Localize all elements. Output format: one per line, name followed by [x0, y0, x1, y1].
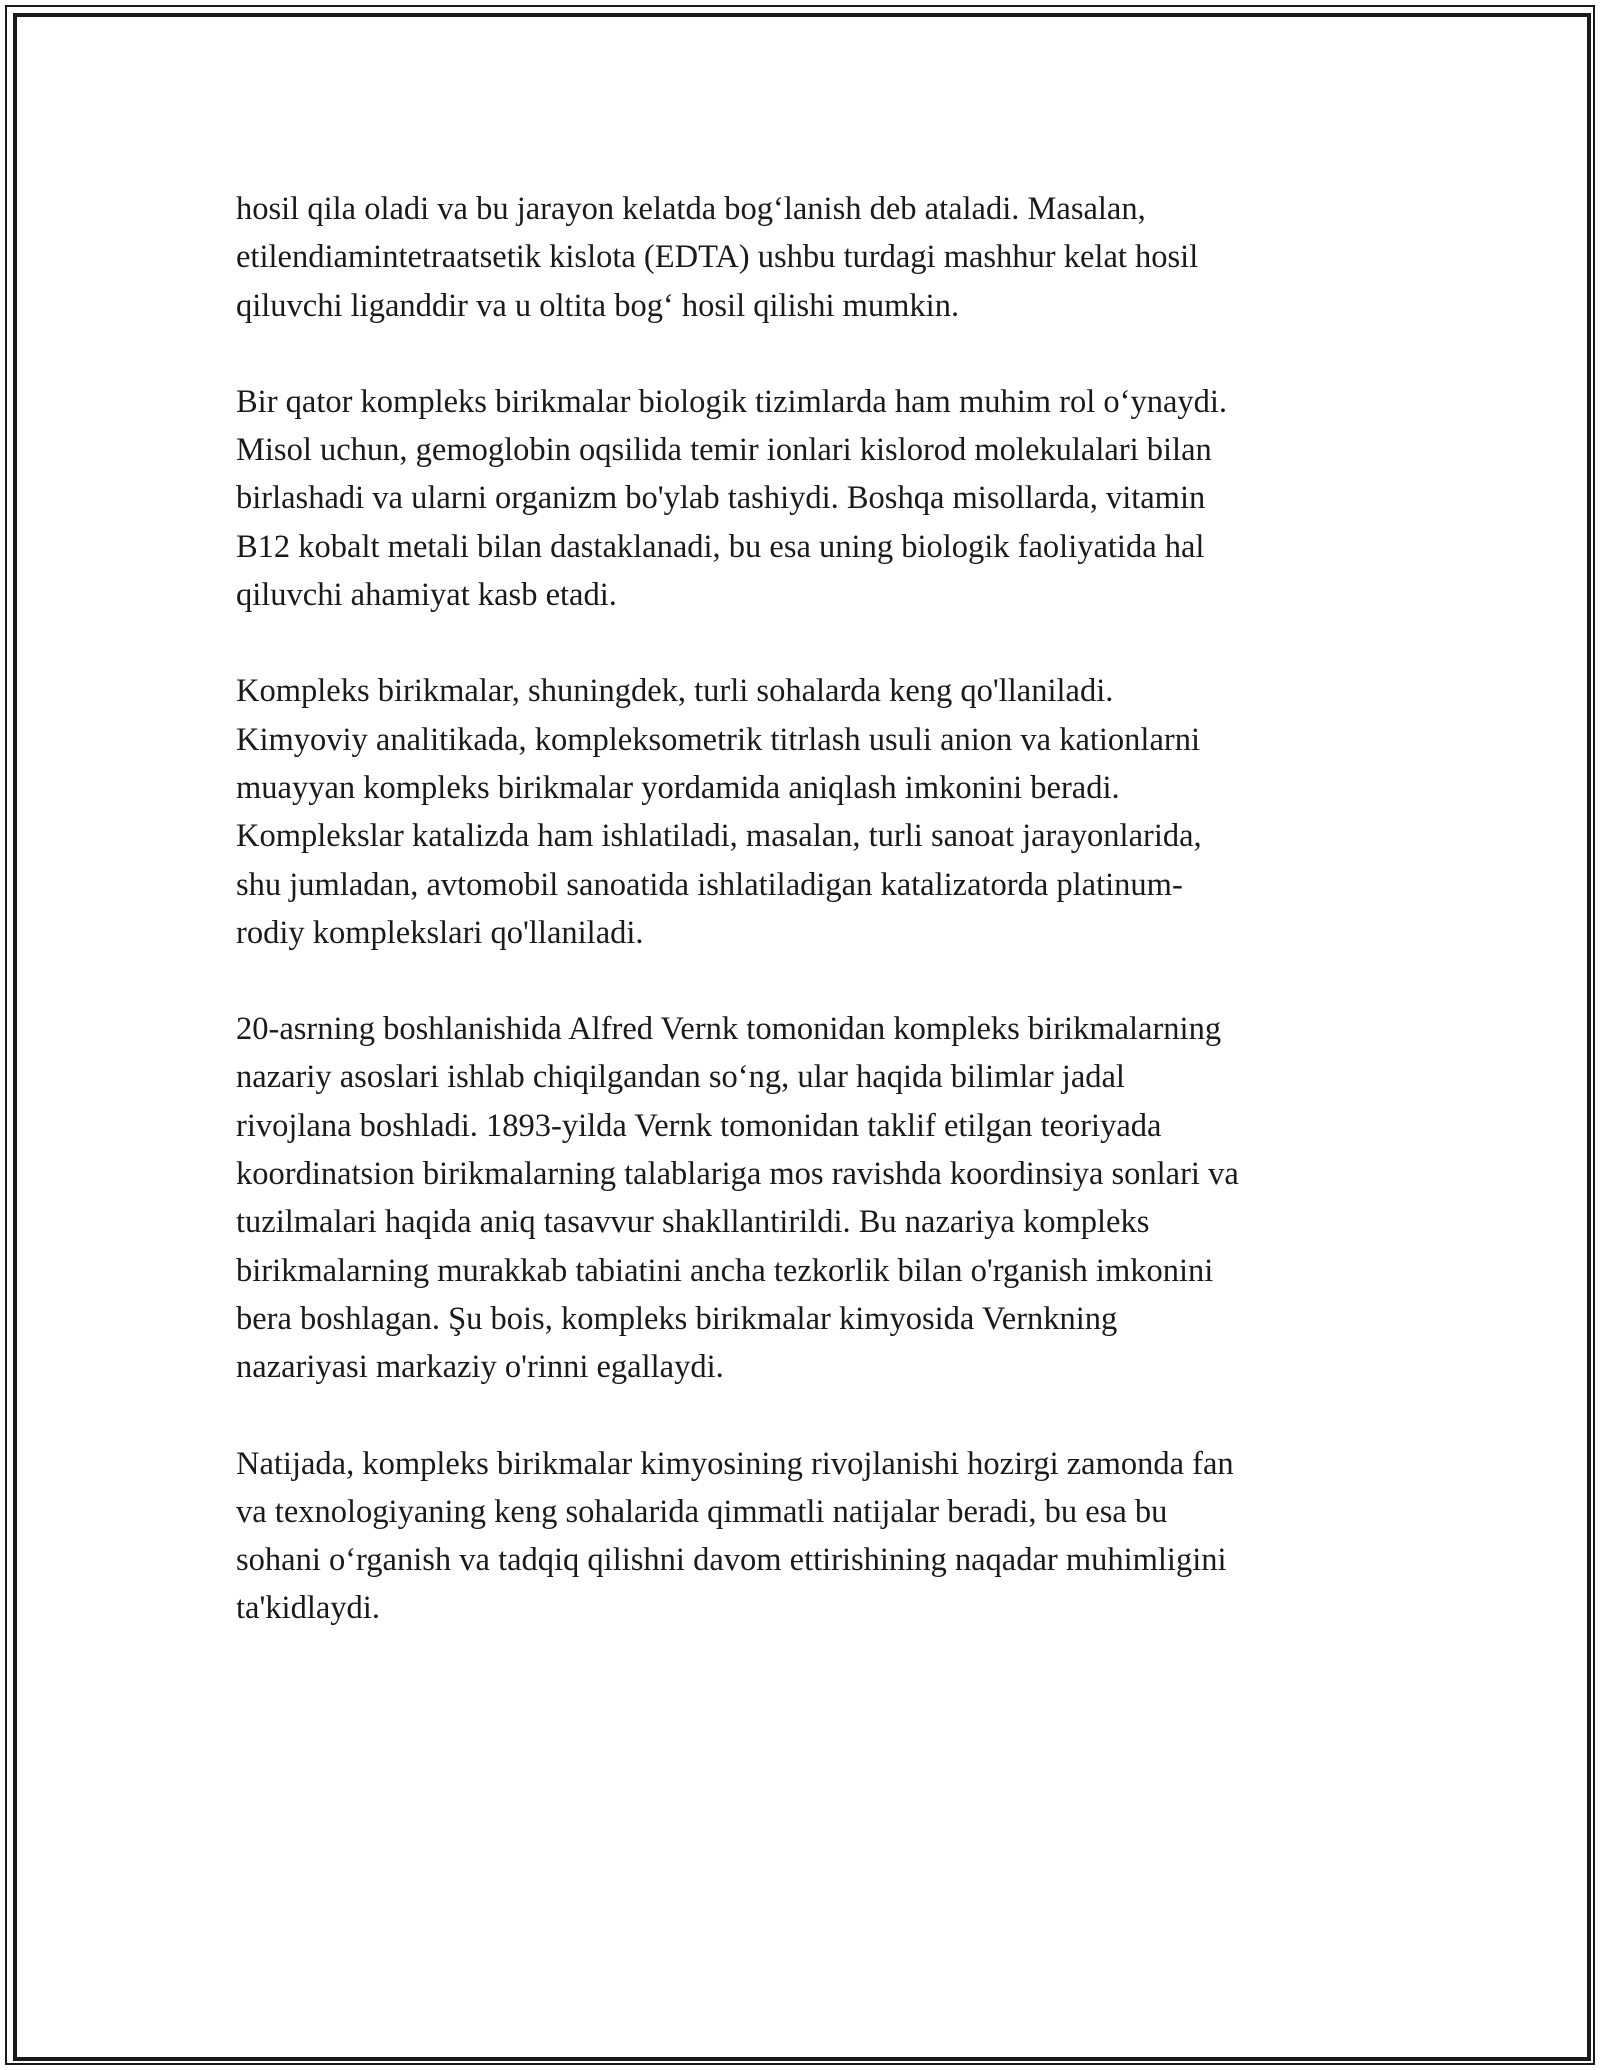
text-line: shu jumladan, avtomobil sanoatida ishlatiladigan katalizatorda platinum- — [236, 866, 1183, 903]
text-line: birlashadi va ularni organizm bo'ylab tashiydi. Boshqa misollarda, vitamin — [236, 480, 1206, 517]
text-line: etilendiamintetraatsetik kislota (EDTA) ushbu turdagi mashhur kelat hosil — [236, 239, 1199, 276]
paragraph-5 — [236, 1440, 1386, 1633]
text-line: ta'kidlaydi. — [236, 1590, 380, 1627]
text-line: rodiy komplekslari qo'llaniladi. — [236, 914, 644, 951]
text-line: Bir qator kompleks birikmalar biologik tizimlarda ham muhim rol oʻynaydi. — [236, 383, 1228, 420]
text-line: Kimyoviy analitikada, kompleksometrik titrlash usuli anion va kationlarni — [236, 721, 1200, 758]
text-line: nazariyasi markaziy o'rinni egallaydi. — [236, 1349, 724, 1386]
text-line: birikmalarning murakkab tabiatini ancha tezkorlik bilan o'rganish imkonini — [236, 1252, 1214, 1289]
text-line: 20-asrning boshlanishida Alfred Vernk tomonidan kompleks birikmalarning — [236, 1011, 1222, 1048]
text-line: Misol uchun, gemoglobin oqsilida temir ionlari kislorod molekulalari bilan — [236, 432, 1212, 469]
text-line: hosil qila oladi va bu jarayon kelatda bogʻlanish deb ataladi. Masalan, — [236, 191, 1146, 227]
paragraph-2 — [236, 378, 1386, 619]
text-line: koordinatsion birikmalarning talablariga mos ravishda koordinsiya sonlari va — [236, 1156, 1239, 1193]
text-line: nazariy asoslari ishlab chiqilgandan soʻng, ular haqida bilimlar jadal — [236, 1059, 1125, 1096]
text-line: muayyan kompleks birikmalar yordamida aniqlash imkonini beradi. — [236, 769, 1120, 806]
text-line: Komplekslar katalizda ham ishlatiladi, masalan, turli sanoat jarayonlarida, — [236, 818, 1202, 855]
text-line: sohani oʻrganish va tadqiq qilishni davom ettirishining naqadar muhimligini — [236, 1542, 1227, 1579]
text-line: Kompleks birikmalar, shuningdek, turli sohalarda keng qo'llaniladi. — [236, 673, 1114, 710]
text-line: qiluvchi ahamiyat kasb etadi. — [236, 577, 617, 614]
document-body — [236, 185, 1386, 1681]
text-line: bera boshlagan. Şu bois, kompleks birikmalar kimyosida Vernkning — [236, 1300, 1118, 1337]
paragraph-4 — [236, 1005, 1386, 1391]
text-line: Natijada, kompleks birikmalar kimyosining rivojlanishi hozirgi zamonda fan — [236, 1445, 1234, 1482]
paragraph-3 — [236, 667, 1386, 957]
text-line: rivojlana boshladi. 1893-yilda Vernk tomonidan taklif etilgan teoriyada — [236, 1107, 1162, 1144]
paragraph-1 — [236, 185, 1386, 330]
text-line: tuzilmalari haqida aniq tasavvur shakllantirildi. Bu nazariya kompleks — [236, 1204, 1150, 1241]
text-line: va texnologiyaning keng sohalarida qimmatli natijalar beradi, bu esa bu — [236, 1493, 1168, 1530]
text-line: B12 kobalt metali bilan dastaklanadi, bu esa uning biologik faoliyatida hal — [236, 528, 1205, 565]
text-line: qiluvchi liganddir va u oltita bogʻ hosil qilishi mumkin. — [236, 287, 960, 324]
